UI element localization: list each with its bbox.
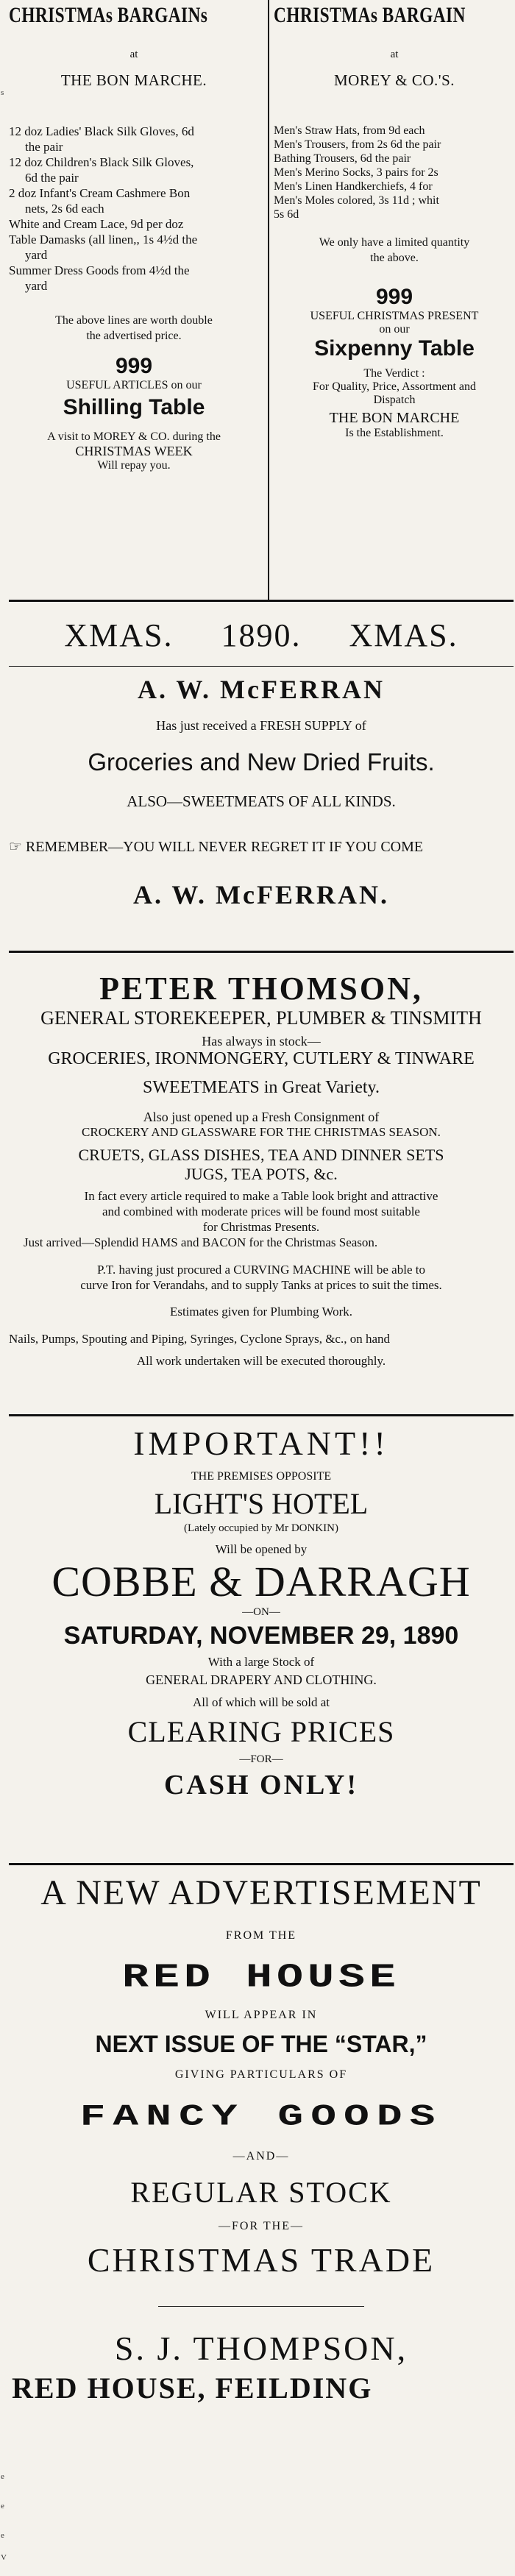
limited-note: the above. bbox=[370, 252, 419, 264]
sixpenny-table: Sixpenny Table bbox=[314, 336, 475, 361]
morey-column bbox=[268, 0, 515, 600]
limited-note: We only have a limited quantity bbox=[319, 236, 470, 249]
mcferran-name: A. W. McFERRAN bbox=[138, 675, 385, 704]
list-item: Men's Straw Hats, from 9d each bbox=[274, 124, 425, 137]
on-our: on our bbox=[379, 323, 410, 336]
from-the-label: FROM THE bbox=[225, 1929, 297, 1942]
mcferran-ad bbox=[9, 609, 514, 944]
cash-only: CASH ONLY! bbox=[163, 1770, 359, 1800]
important-heading: IMPORTANT!! bbox=[133, 1424, 389, 1462]
next-issue-line: NEXT ISSUE OF THE “STAR,” bbox=[95, 2031, 427, 2057]
list-item: yard bbox=[25, 248, 48, 262]
list-item: 6d the pair bbox=[25, 171, 79, 185]
value-note: The above lines are worth double bbox=[55, 314, 213, 327]
curving-line: curve Iron for Verandahs, and to supply Tanks at prices to suit the times. bbox=[80, 1278, 442, 1292]
stock-line: With a large Stock of bbox=[207, 1655, 315, 1669]
peter-thomson-ad bbox=[9, 957, 514, 1410]
proprietor-name: S. J. THOMPSON, bbox=[114, 2330, 408, 2367]
for-label: —FOR— bbox=[239, 1753, 283, 1765]
section-divider bbox=[9, 1414, 514, 1416]
at-label: at bbox=[390, 49, 399, 60]
repay-note: Will repay you. bbox=[97, 459, 171, 472]
store-name: THE BON MARCHE. bbox=[60, 71, 207, 89]
cobbe-darragh-name: COBBE & DARRAGH bbox=[52, 1558, 471, 1605]
opened-by-line: Will be opened by bbox=[215, 1542, 308, 1556]
list-item: Men's Trousers, from 2s 6d the pair bbox=[274, 138, 441, 151]
clearing-prices: CLEARING PRICES bbox=[127, 1715, 395, 1748]
margin-mark: e bbox=[1, 2531, 4, 2540]
verdict-label: The Verdict : bbox=[363, 367, 425, 380]
premises-line: THE PREMISES OPPOSITE bbox=[191, 1470, 332, 1483]
and-label: —AND— bbox=[232, 2150, 290, 2162]
list-item: Summer Dress Goods from 4½d the bbox=[9, 263, 190, 277]
establishment-note: Is the Establishment. bbox=[345, 427, 444, 439]
particulars-label: GIVING PARTICULARS OF bbox=[174, 2068, 348, 2081]
sold-line: All of which will be sold at bbox=[192, 1695, 330, 1709]
estimates-line: Estimates given for Plumbing Work. bbox=[169, 1305, 353, 1319]
store-name: MOREY & CO.'S. bbox=[333, 71, 455, 89]
quality-line: For Quality, Price, Assortment and bbox=[312, 380, 477, 393]
red-house-ad bbox=[9, 1873, 514, 2576]
sweetmeats-line: ALSO—SWEETMEATS OF ALL KINDS. bbox=[127, 792, 396, 810]
list-item: 12 doz Children's Black Silk Gloves, bbox=[9, 155, 194, 169]
useful-articles: USEFUL ARTICLES on our bbox=[66, 379, 202, 391]
left-margin-strip bbox=[0, 0, 9, 2576]
list-item: Men's Moles colored, 3s 11d ; whit bbox=[274, 194, 439, 207]
christmas-week: CHRISTMAS WEEK bbox=[75, 444, 193, 458]
christmas-bargains-ads bbox=[9, 0, 514, 600]
on-label: —ON— bbox=[242, 1606, 280, 1618]
price-list bbox=[9, 124, 259, 294]
stock-line: Has always in stock— bbox=[202, 1034, 321, 1049]
bon-marche-name: THE BON MARCHE bbox=[329, 410, 460, 426]
section-divider bbox=[9, 1863, 514, 1865]
section-divider bbox=[9, 600, 514, 602]
list-item: the pair bbox=[25, 140, 63, 154]
opening-date: SATURDAY, NOVEMBER 29, 1890 bbox=[63, 1622, 459, 1650]
bon-marche-column bbox=[9, 0, 259, 472]
nails-line: Nails, Pumps, Spouting and Piping, Syringes, Cyclone Sprays, &c., on hand bbox=[9, 1332, 391, 1346]
hams-line: Just arrived—Splendid HAMS and BACON for the Christmas Season. bbox=[24, 1235, 378, 1249]
fact-line: and combined with moderate prices will be found most suitable bbox=[102, 1204, 420, 1218]
list-item: 2 doz Infant's Cream Cashmere Bon bbox=[9, 186, 191, 200]
drapery-line: GENERAL DRAPERY AND CLOTHING. bbox=[146, 1672, 377, 1687]
list-item: White and Cream Lace, 9d per doz bbox=[9, 217, 184, 231]
quality-line: Dispatch bbox=[373, 394, 416, 406]
crockery-line: CROCKERY AND GLASSWARE FOR THE CHRISTMAS SEASON. bbox=[82, 1125, 441, 1139]
fact-line: for Christmas Presents. bbox=[202, 1220, 320, 1234]
xmas-heading: XMAS. 1890. XMAS. bbox=[64, 617, 458, 653]
cruets-line: CRUETS, GLASS DISHES, TEA AND DINNER SETS bbox=[78, 1146, 444, 1164]
red-house-title: RED HOUSE bbox=[121, 1959, 401, 1997]
trade-line: GENERAL STOREKEEPER, PLUMBER & TINSMITH bbox=[40, 1007, 482, 1029]
will-appear-label: WILL APPEAR IN bbox=[205, 2009, 318, 2021]
curving-line: P.T. having just procured a CURVING MACHINE will be able to bbox=[97, 1263, 425, 1277]
for-the-label: —FOR THE— bbox=[219, 2220, 304, 2232]
list-item: 12 doz Ladies' Black Silk Gloves, 6d bbox=[9, 124, 194, 138]
list-item: nets, 2s 6d each bbox=[25, 202, 104, 216]
jugs-line: JUGS, TEA POTS, &c. bbox=[185, 1165, 338, 1183]
curving-paragraph bbox=[9, 1262, 514, 1293]
list-item: yard bbox=[25, 279, 48, 293]
regular-stock: REGULAR STOCK bbox=[130, 2176, 392, 2209]
price-list bbox=[274, 124, 515, 221]
groceries-headline: Groceries and New Dried Fruits. bbox=[88, 748, 435, 776]
goods-line: GROCERIES, IRONMONGERY, CUTLERY & TINWARE bbox=[48, 1049, 475, 1068]
all-work-line: All work undertaken will be executed thoroughly. bbox=[136, 1354, 386, 1368]
list-item: Men's Merino Socks, 3 pairs for 2s bbox=[274, 166, 438, 179]
consignment-line: Also just opened up a Fresh Consignment of bbox=[143, 1110, 380, 1124]
list-item: Table Damasks (all linen,, 1s 4½d the bbox=[9, 233, 198, 246]
sweetmeats-line: SWEETMEATS in Great Variety. bbox=[143, 1078, 380, 1097]
remember-line: ☞ REMEMBER—YOU WILL NEVER REGRET IT IF YOU COME bbox=[9, 839, 424, 855]
value-note: the advertised price. bbox=[86, 330, 182, 342]
cobbe-darragh-ad bbox=[9, 1424, 514, 1858]
margin-mark: s bbox=[1, 88, 4, 97]
list-item: Bathing Trousers, 6d the pair bbox=[274, 152, 411, 165]
fancy-goods-title: FANCY GOODS bbox=[79, 2100, 443, 2135]
mcferran-name-footer: A. W. McFERRAN. bbox=[133, 880, 389, 909]
margin-mark: V bbox=[1, 2553, 7, 2562]
fact-paragraph bbox=[9, 1188, 514, 1235]
number-999: 999 bbox=[115, 354, 153, 378]
morey-heading: CHRISTMAs BARGAIN bbox=[274, 3, 466, 27]
list-item: Men's Linen Handkerchiefs, 4 for bbox=[274, 180, 433, 193]
fact-line: In fact every article required to make a Table look bright and attractive bbox=[84, 1189, 438, 1203]
new-advertisement-heading: A NEW ADVERTISEMENT bbox=[40, 1873, 482, 1912]
christmas-trade: CHRISTMAS TRADE bbox=[87, 2241, 436, 2279]
newspaper-page bbox=[9, 0, 514, 2576]
peter-thomson-name: PETER THOMSON, bbox=[99, 971, 423, 1007]
visit-note: A visit to MOREY & CO. during the bbox=[47, 430, 221, 443]
shilling-table: Shilling Table bbox=[63, 395, 205, 419]
at-label: at bbox=[129, 49, 138, 60]
list-item: 5s 6d bbox=[274, 208, 299, 221]
lights-hotel: LIGHT'S HOTEL bbox=[154, 1487, 369, 1520]
number-999: 999 bbox=[375, 285, 413, 309]
fresh-supply-note: Has just received a FRESH SUPPLY of bbox=[156, 718, 366, 733]
useful-presents: USEFUL CHRISTMAS PRESENT bbox=[310, 310, 479, 322]
address-line: RED HOUSE, FEILDING bbox=[12, 2371, 373, 2405]
margin-mark: e bbox=[1, 2502, 4, 2511]
bon-marche-heading: CHRISTMAs BARGAINs bbox=[9, 3, 208, 27]
section-divider bbox=[9, 951, 514, 953]
lately-line: (Lately occupied by Mr DONKIN) bbox=[184, 1522, 338, 1534]
margin-mark: e bbox=[1, 2472, 4, 2481]
